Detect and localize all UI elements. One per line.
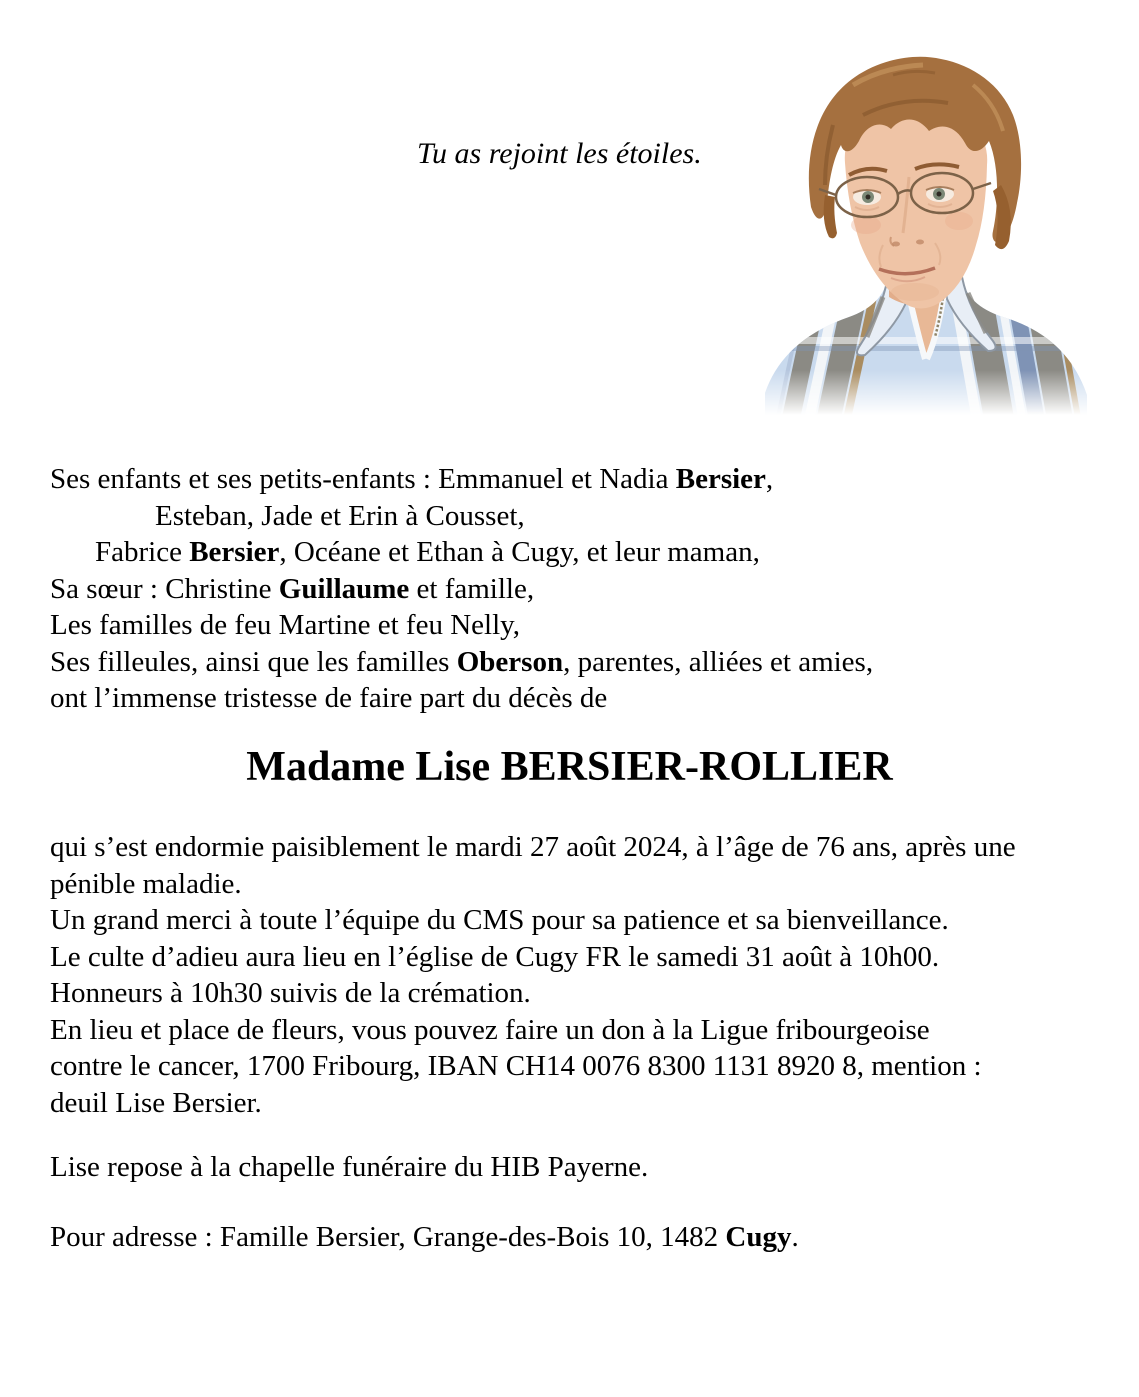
family-line [50,571,873,608]
bold-family-name: Bersier [675,463,766,495]
detail-line: En lieu et place de fleurs, vous pouvez faire un don à la Ligue fribourgeoise [50,1013,930,1046]
text-run: Ses filleules, ainsi que les familles [50,645,457,678]
epitaph-quote: Tu as rejoint les étoiles. [417,137,702,170]
text-run: Fabrice [95,536,190,568]
family-line [50,607,873,644]
detail-line: Honneurs à 10h30 suivis de la crémation. [50,977,531,1009]
bold-family-name: Guillaume [278,572,410,605]
detail-line: qui s’est endormie paisiblement le mardi 27 août 2024, à l’âge de 76 ans, après une [50,831,1016,863]
detail-line: pénible maladie. [50,867,242,900]
portrait-photo [763,45,1090,415]
address-line [50,1219,799,1256]
family-line [50,680,873,717]
deceased-name-title: Madame Lise BERSIER-ROLLIER [246,744,893,790]
family-line [50,498,873,535]
text-run: ont l’immense tristesse de faire part du décès de [50,682,608,714]
family-line [50,461,873,498]
detail-line: deuil Lise Bersier. [50,1086,262,1119]
details-paragraph [50,829,1016,1121]
bold-family-name: Bersier [189,536,280,568]
photo-bottom-fade [763,370,1090,415]
text-run: , Océane et Ethan à Cugy, et leur maman, [279,536,760,568]
portrait-illustration [763,45,1090,415]
detail-line: contre le cancer, 1700 Fribourg, IBAN CH14 0076 8300 1131 8920 8, mention : [50,1050,982,1082]
text-run: Pour adresse : Famille Bersier, Grange-des-Bois 10, 1482 [50,1221,726,1253]
bold-family-name: Oberson [456,645,564,678]
bold-town-name: Cugy [725,1221,792,1253]
resting-place-line: Lise repose à la chapelle funéraire du HIB Payerne. [50,1151,649,1183]
text-run: Sa sœur : Christine [50,572,279,605]
text-run: Ses enfants et ses petits-enfants : Emmanuel et Nadia [50,463,676,495]
detail-line: Un grand merci à toute l’équipe du CMS pour sa patience et sa bienveillance. [50,904,949,936]
text-run: et famille, [409,572,535,605]
family-line [50,534,873,571]
text-run: Les familles de feu Martine et feu Nelly, [50,609,520,641]
text-run: . [791,1221,799,1253]
text-run: , parentes, alliées et amies, [563,645,874,678]
text-run: Esteban, Jade et Erin à Cousset, [155,499,525,532]
family-line [50,644,873,681]
text-run: , [765,463,774,495]
family-announcement [50,461,873,717]
detail-line: Le culte d’adieu aura lieu en l’église de Cugy FR le samedi 31 août à 10h00. [50,940,940,973]
